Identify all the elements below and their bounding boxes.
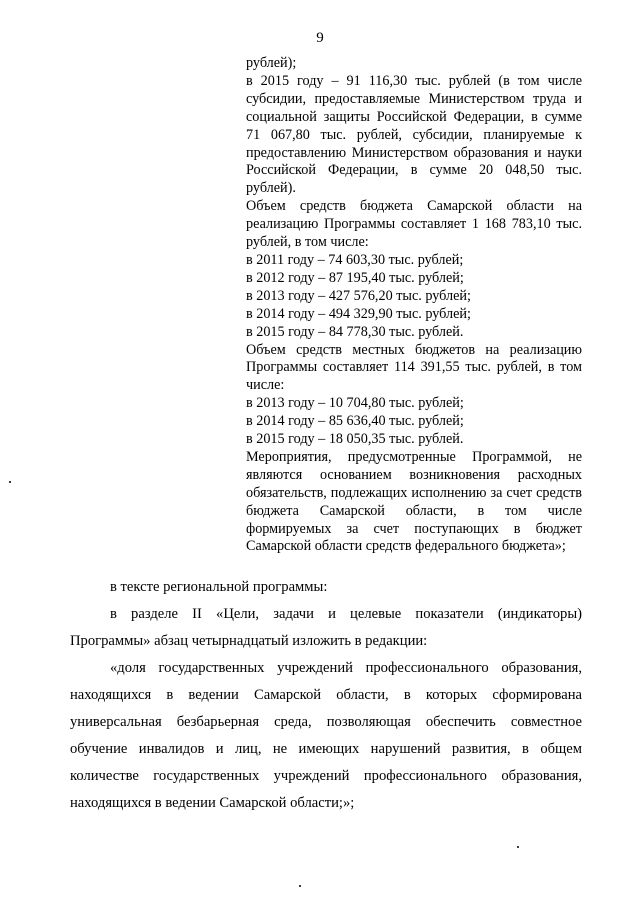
column-paragraph: в 2015 году – 18 050,35 тыс. рублей. [246,431,464,448]
main-paragraph: в тексте региональной программы: [110,579,328,595]
column-paragraph: в 2011 году – 74 603,30 тыс. рублей; [246,251,464,268]
column-paragraph: в 2013 году – 427 576,20 тыс. рублей; [246,287,471,304]
column-paragraph: в 2012 году – 87 195,40 тыс. рублей; [246,269,464,286]
column-paragraph: Объем средств бюджета Самарской области на реализацию Программы составляет 1 168 783,10 тыс. рублей, в том числе: [246,198,582,251]
budget-column [246,55,582,556]
column-paragraph: Объем средств местных бюджетов на реализацию Программы составляет 114 391,55 тыс. рублей, в том числе: [246,341,582,394]
page-number: 9 [316,30,324,46]
scan-speck [299,885,301,887]
main-paragraph: в разделе II «Цели, задачи и целевые показатели (индикаторы) Программы» абзац четырнадцатый изложить в редакции: [70,606,582,649]
column-paragraph: в 2015 году – 84 778,30 тыс. рублей. [246,323,464,340]
column-paragraph: рублей); [246,55,297,71]
main-text [70,574,582,817]
column-paragraph: Мероприятия, предусмотренные Программой, не являются основанием возникновения расходных обязательств, подлежащих исполнению за счет средств бюджета Самарской области, в том числе формируемых за счет поступающих в бюджет Самарской области средств федерального бюджета»; [246,448,582,555]
scan-speck [517,846,519,848]
scan-speck [9,481,11,483]
column-paragraph: в 2013 году – 10 704,80 тыс. рублей; [246,395,464,412]
column-paragraph: в 2015 году – 91 116,30 тыс. рублей (в том числе субсидии, предоставляемые Министерством труда и социальной защиты Российской Федерации, в сумме 71 067,80 тыс. рублей, субсидии, планируемые к предоставлению Министерством образования и науки Российской Федерации, в сумме 20 048,50 тыс. рублей). [246,72,582,197]
column-paragraph: в 2014 году – 494 329,90 тыс. рублей; [246,305,471,322]
main-paragraph: «доля государственных учреждений профессионального образования, находящихся в ведении Самарской области, в которых сформирована универсальная безбарьерная среда, позволяющая обеспечить совместное обучение инвалидов и лиц, не имеющих нарушений развития, в общем количестве государственных учреждений профессионального образования, находящихся в ведении Самарской области;»; [70,660,582,811]
column-paragraph: в 2014 году – 85 636,40 тыс. рублей; [246,413,464,430]
